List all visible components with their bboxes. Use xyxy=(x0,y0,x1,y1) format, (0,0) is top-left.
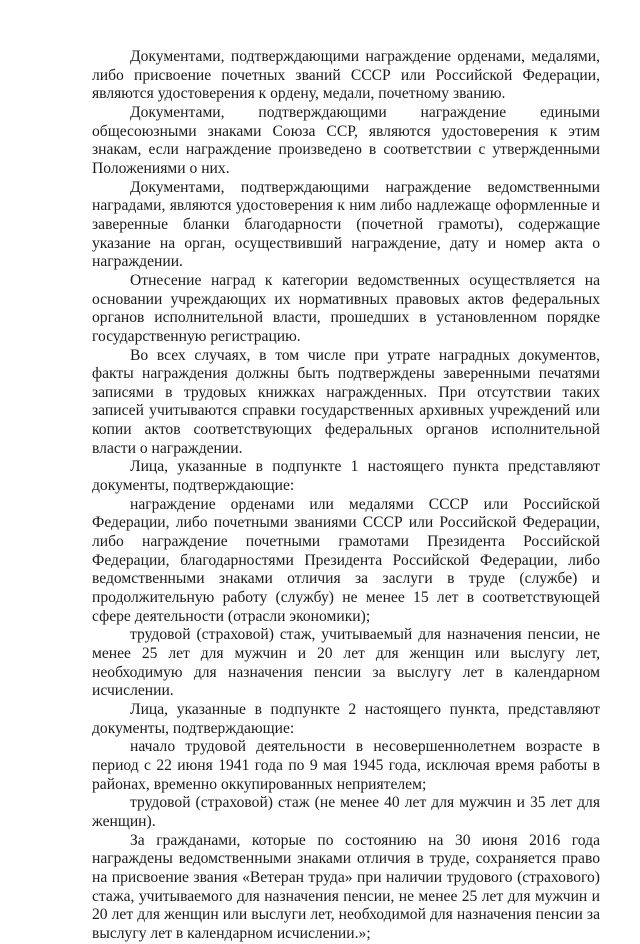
document-page xyxy=(92,48,600,944)
paragraph-subpoint-1-awards: награждение орденами или медалями СССР или Российской Федерации, либо почетными званиями СССР или Российской Федерации, либо награждение почетными грамотами Президента Российской Федерации, благодарностями Президента Российской Федерации, либо ведомственными знаками отличия за заслуги в труде (службе) и продолжительную работу (службу) не менее 15 лет в соответствующей сфере деятельности (отрасли экономики); xyxy=(92,495,600,625)
paragraph-orders-documents: Документами, подтверждающими награждение орденами, медалями, либо присвоение почетных званий СССР или Российской Федерации, являются удостоверения к ордену, медали, почетному званию. xyxy=(92,48,600,103)
paragraph-subpoint-2-intro: Лица, указанные в подпункте 2 настоящего пункта, представляют документы, подтверждающие: xyxy=(92,700,600,737)
paragraph-transitional-rule: За гражданами, которые по состоянию на 30 июня 2016 года награждены ведомственными знаками отличия в труде, сохраняется право на присвоение звания «Ветеран труда» при наличии трудового (страхового) стажа, учитываемого для назначения пенсии, не менее 25 лет для мужчин и 20 лет для женщин или выслуги лет, необходимой для назначения пенсии за выслугу лет в календарном исчислении.»; xyxy=(92,831,600,942)
paragraph-lost-documents: Во всех случаях, в том числе при утрате наградных документов, факты награждения должны быть подтверждены заверенными печатями записями в трудовых книжках награжденных. При отсутствии таких записей учитываются справки государственных архивных учреждений или копии актов соответствующих федеральных органов исполнительной власти о награждении. xyxy=(92,346,600,457)
paragraph-departmental-category: Отнесение наград к категории ведомственных осуществляется на основании учреждающих их нормативных правовых актов федеральных органов исполнительной власти, прошедших в установленном порядке государственную регистрацию. xyxy=(92,271,600,345)
paragraph-subpoint-2-service: трудовой (страховой) стаж (не менее 40 лет для мужчин и 35 лет для женщин). xyxy=(92,794,600,830)
paragraph-subpoint-1-service: трудовой (страховой) стаж, учитываемый для назначения пенсии, не менее 25 лет для мужчин и 20 лет для женщин или выслугу лет, необходимую для назначения пенсии за выслугу лет в календарном исчислении. xyxy=(92,626,600,700)
paragraph-subpoint-1-intro: Лица, указанные в подпункте 1 настоящего пункта представляют документы, подтверждающие: xyxy=(92,458,600,495)
paragraph-departmental-awards-documents: Документами, подтверждающими награждение ведомственными наградами, являются удостоверения к ним либо надлежаще оформленные и заверенные бланки благодарности (почетной грамоты), содержащие указание на орган, осуществивший награждение, дату и номер акта о награждении. xyxy=(92,178,600,271)
paragraph-union-badges-documents: Документами, подтверждающими награждение едиными общесоюзными знаками Союза ССР, являются удостоверения к этим знакам, если награждение произведено в соответствии с утвержденными Положениями о них. xyxy=(92,103,600,177)
paragraph-subpoint-2-wartime: начало трудовой деятельности в несовершеннолетнем возрасте в период с 22 июня 1941 года по 9 мая 1945 года, исключая время работы в районах, временно оккупированных неприятелем; xyxy=(92,738,600,793)
